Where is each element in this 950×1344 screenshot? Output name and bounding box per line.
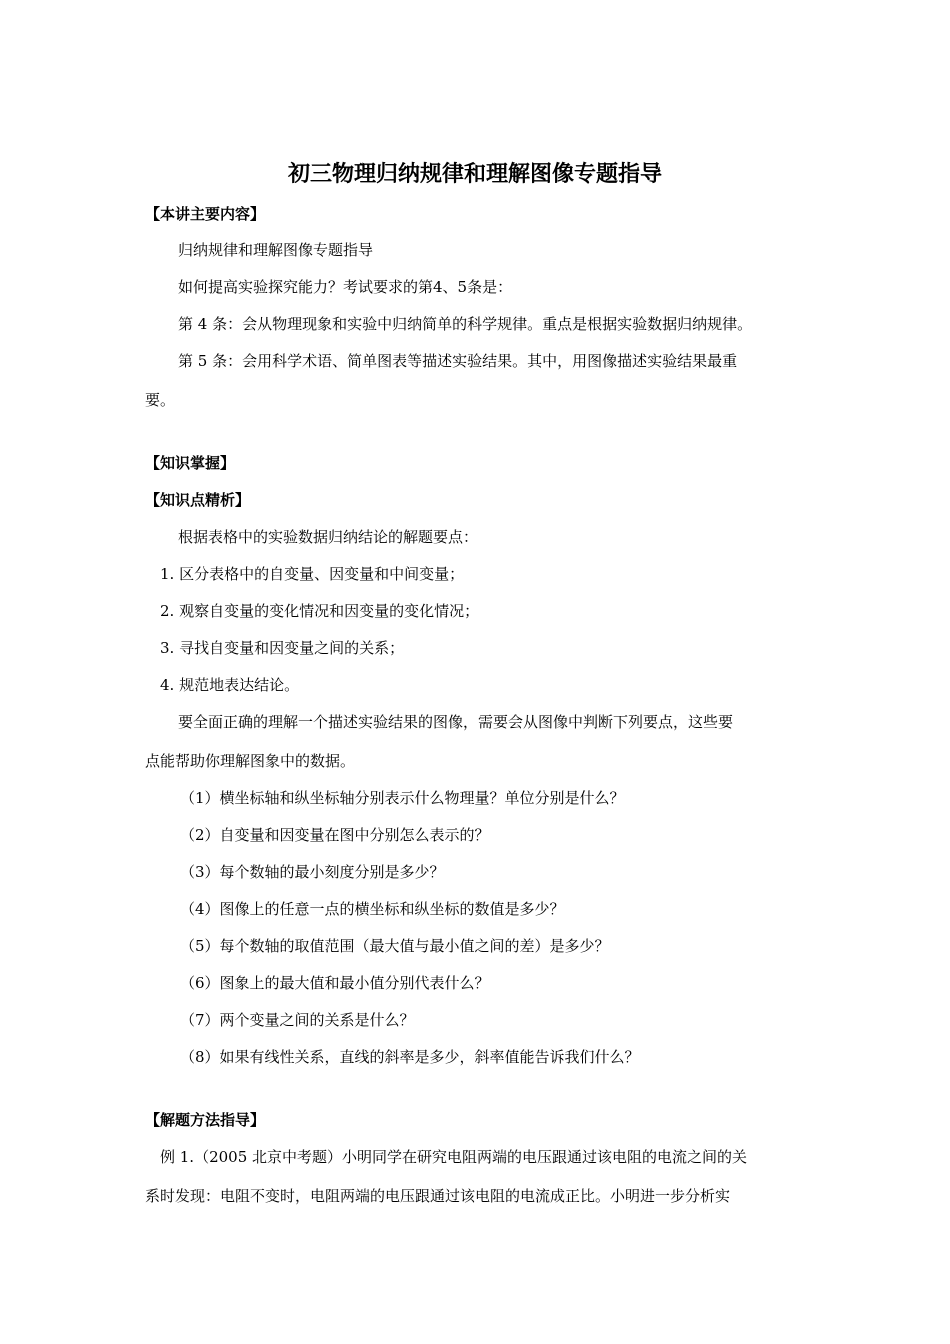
- graph-paragraph-line2: 点能帮助你理解图象中的数据。: [145, 752, 356, 770]
- question-item: （1）横坐标轴和纵坐标轴分别表示什么物理量？单位分别是什么？: [180, 789, 625, 807]
- question-item: （8）如果有线性关系，直线的斜率是多少，斜率值能告诉我们什么？: [180, 1048, 640, 1066]
- graph-paragraph-line1: 要全面正确的理解一个描述实验结果的图像，需要会从图像中判断下列要点，这些要: [178, 713, 734, 731]
- list-item: 1. 区分表格中的自变量、因变量和中间变量；: [160, 565, 465, 583]
- knowledge-analysis-heading: 【知识点精析】: [145, 491, 251, 509]
- page-title: 初三物理归纳规律和理解图像专题指导: [287, 162, 662, 187]
- main-content-heading: 【本讲主要内容】: [145, 205, 266, 223]
- paragraph-requirements: 如何提高实验探究能力？考试要求的第4、5条是：: [178, 278, 513, 296]
- question-item: （2）自变量和因变量在图中分别怎么表示的？: [180, 826, 490, 844]
- example-line2: 系时发现：电阻不变时，电阻两端的电压跟通过该电阻的电流成正比。小明进一步分析实: [145, 1187, 731, 1205]
- list-item: 2. 观察自变量的变化情况和因变量的变化情况；: [160, 602, 480, 620]
- list-item: 3. 寻找自变量和因变量之间的关系；: [160, 639, 405, 657]
- question-item: （4）图像上的任意一点的横坐标和纵坐标的数值是多少？: [180, 900, 565, 918]
- paragraph-topic: 归纳规律和理解图像专题指导: [178, 241, 374, 259]
- knowledge-intro: 根据表格中的实验数据归纳结论的解题要点：: [178, 528, 479, 546]
- question-item: （7）两个变量之间的关系是什么？: [180, 1011, 415, 1029]
- question-item: （3）每个数轴的最小刻度分别是多少？: [180, 863, 445, 881]
- list-item: 4. 规范地表达结论。: [160, 676, 300, 694]
- question-item: （6）图象上的最大值和最小值分别代表什么？: [180, 974, 490, 992]
- knowledge-heading: 【知识掌握】: [145, 454, 236, 472]
- paragraph-rule-5-line2: 要。: [145, 391, 176, 409]
- method-heading: 【解题方法指导】: [145, 1111, 266, 1129]
- paragraph-rule-4: 第 4 条：会从物理现象和实验中归纳简单的科学规律。重点是根据实验数据归纳规律。: [178, 315, 753, 333]
- example-line1: 例 1.（2005 北京中考题）小明同学在研究电阻两端的电压跟通过该电阻的电流之间的关: [160, 1148, 748, 1166]
- question-item: （5）每个数轴的取值范围（最大值与最小值之间的差）是多少？: [180, 937, 610, 955]
- paragraph-rule-5-line1: 第 5 条：会用科学术语、简单图表等描述实验结果。其中，用图像描述实验结果最重: [178, 352, 738, 370]
